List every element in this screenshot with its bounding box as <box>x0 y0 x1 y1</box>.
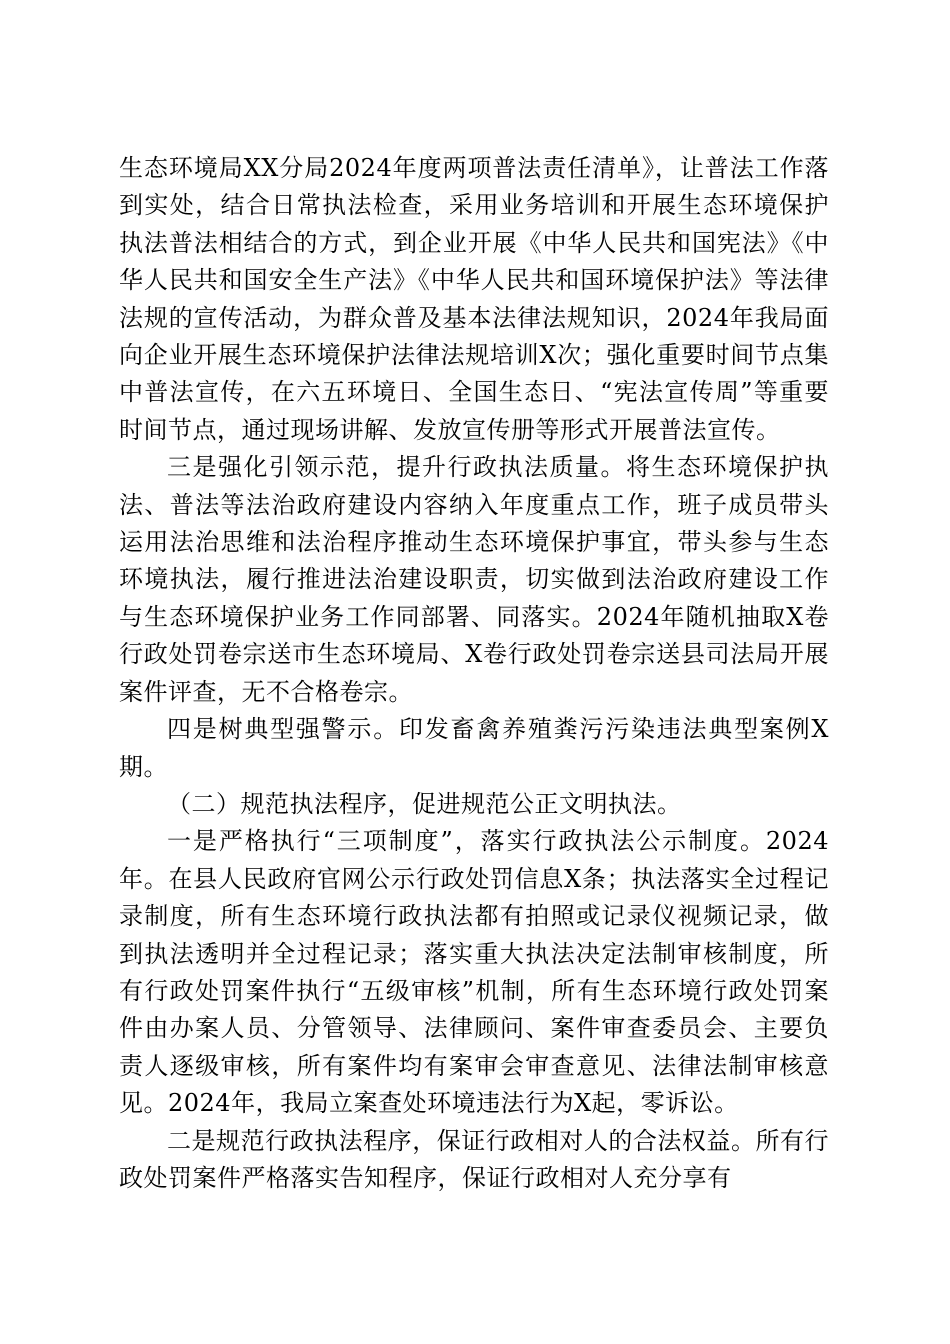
section-heading-2: （二）规范执法程序，促进规范公正文明执法。 <box>167 789 682 818</box>
paragraph-point-three: 三是强化引领示范，提升行政执法质量。将生态环境保护执法、普法等法治政府建设内容纳入年度重点工作，班子成员带头运用法治思维和法治程序推动生态环境保护事宜，带头参与生态环境执法，履行推进法治建设职责，切实做到法治政府建设工作与生态环境保护业务工作同部署、同落实。2024年随机抽取X卷行政处罚卷宗送市生态环境局、X卷行政处罚卷宗送县司法局开展案件评查，无不合格卷宗。 <box>119 453 829 706</box>
paragraph-point-one: 一是严格执行“三项制度”，落实行政执法公示制度。2024年。在县人民政府官网公示行政处罚信息X条；执法落实全过程记录制度，所有生态环境行政执法都有拍照或记录仪视频记录，做到执法透明并全过程记录；落实重大执法决定法制审核制度，所有行政处罚案件执行“五级审核”机制，所有生态环境行政处罚案件由办案人员、分管领导、法律顾问、案件审查委员会、主要负责人逐级审核，所有案件均有案审会审查意见、法律法制审核意见。2024年，我局立案查处环境违法行为X起，零诉讼。 <box>119 827 829 1118</box>
paragraph-point-four: 四是树典型强警示。印发畜禽养殖粪污污染违法典型案例X期。 <box>119 715 829 781</box>
document-body <box>119 150 829 1197</box>
paragraph-point-two: 二是规范行政执法程序，保证行政相对人的合法权益。所有行政处罚案件严格落实告知程序，保证行政相对人充分享有 <box>119 1126 829 1192</box>
paragraph-continuation: 生态环境局XX分局2024年度两项普法责任清单》，让普法工作落到实处，结合日常执法检查，采用业务培训和开展生态环境保护执法普法相结合的方式，到企业开展《中华人民共和国宪法》《中华人民共和国安全生产法》《中华人民共和国环境保护法》等法律法规的宣传活动，为群众普及基本法律法规知识，2024年我局面向企业开展生态环境保护法律法规培训X次；强化重要时间节点集中普法宣传，在六五环境日、全国生态日、“宪法宣传周”等重要时间节点，通过现场讲解、发放宣传册等形式开展普法宣传。 <box>119 154 829 444</box>
